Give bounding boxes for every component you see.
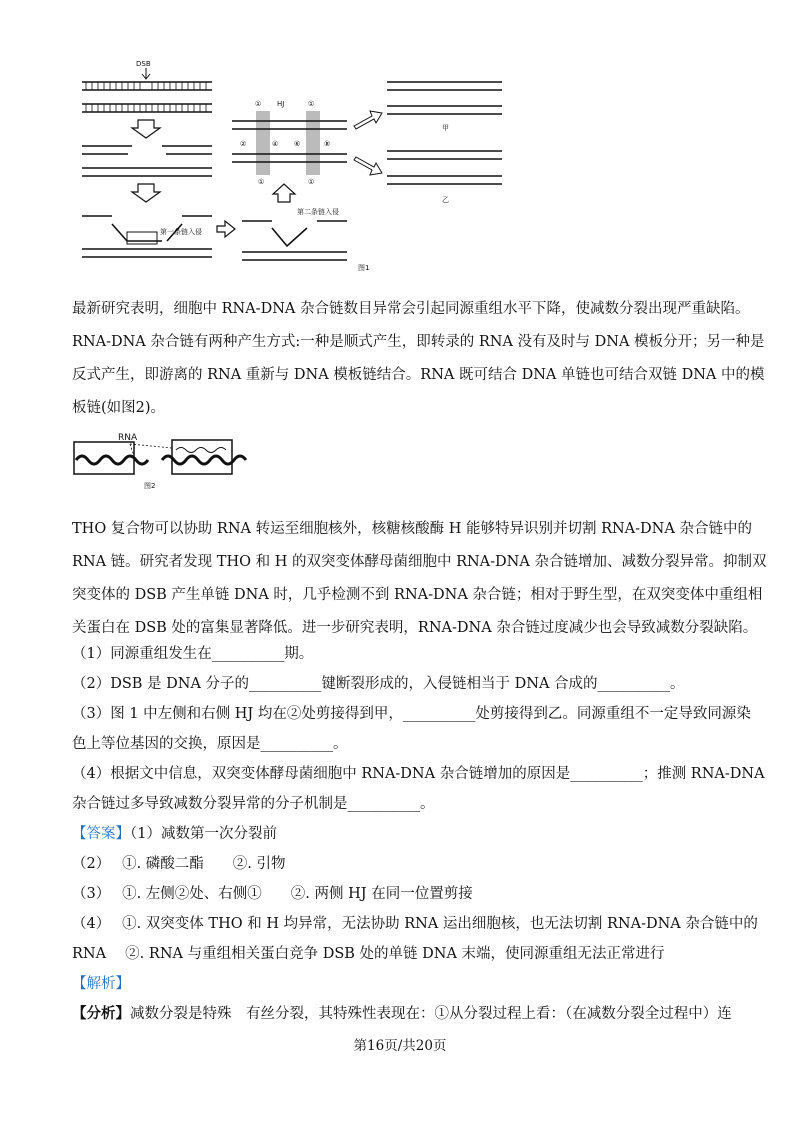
down-arrow-icon [132,120,160,138]
double-strand-box [172,440,232,474]
question-3-line-2: 色上等位基因的交换，原因是__________。 [72,736,348,752]
first-invasion-label: 第一条链入侵 [160,228,202,236]
answer-1-text: （1）减数第一次分裂前 [130,826,277,842]
dna-duplex-left-step2 [82,146,212,176]
circle-6-label: ⑥ [294,140,301,148]
answer-4-line-2: RNA ②. RNA 与重组相关蛋白竞争 DSB 处的单链 DNA 末端，使同源重组无法正常进行 [72,946,665,962]
yi-label: 乙 [442,196,449,204]
rna-label: RNA [118,433,138,443]
circle-1-label-bottom: ① [258,178,265,186]
dna-duplex-left-step1 [82,60,212,112]
down-arrow-icon [132,184,160,202]
answer-3: （3） ①. 左侧②处、右侧① ②. 两侧 HJ 在同一位置剪接 [72,886,473,902]
analysis-first-tag: 【分析】 [72,1005,130,1022]
question-3-line-1: （3）图 1 中左侧和右侧 HJ 均在②处剪接得到甲，__________处剪接得到乙。同源重组不一定导致同源染 [72,706,751,722]
diagonal-arrow-up-icon [354,111,382,129]
hj-label: HJ [277,100,285,108]
dsb-label: DSB [136,60,151,68]
circle-2-label: ② [240,140,247,148]
paragraph-1-line-4: 板链(如图2)。 [72,400,166,416]
result-yi-duplex [387,151,502,184]
analysis-tag [72,974,728,994]
answer-4-line-1: （4） ①. 双突变体 THO 和 H 均异常，无法协助 RNA 运出细胞核，也无法切割 RNA-DNA 杂合链中的 [72,916,758,932]
paragraph-2-line-2: RNA 链。研究者发现 THO 和 H 的双突变体酵母菌细胞中 RNA-DNA 杂合链增加、减数分裂异常。抑制双 [72,554,767,570]
figure-2-rna-binding-diagram [72,430,252,492]
right-arrow-icon [217,221,235,237]
figure-2-caption: 图2 [144,482,156,490]
paragraph-1-line-1: 最新研究表明，细胞中 RNA-DNA 杂合链数目异常会引起同源重组水平下降，使减数分裂出现严重缺陷。 [72,301,750,317]
circle-8-label: ⑧ [324,140,331,148]
circle-1-label: ① [255,100,262,108]
analysis-first-text: 减数分裂是特殊 有丝分裂，其特殊性表现在：①从分裂过程上看：（在减数分裂全过程中）连 [130,1006,732,1022]
circle-1-label-right: ① [308,100,315,108]
paragraph-2-line-3: 突变体的 DSB 产生单链 DNA 时，几乎检测不到 RNA-DNA 杂合链；相对于野生型，在双突变体中重组相 [72,587,763,603]
figure-1-homologous-recombination-diagram [72,56,512,274]
paragraph-1-line-2: RNA-DNA 杂合链有两种产生方式:一种是顺式产生，即转录的 RNA 没有及时与 DNA 模板分开；另一种是 [72,334,765,350]
dna-invasion-right [242,221,347,260]
dna-invasion-left [82,216,212,257]
diagonal-arrow-down-icon [354,157,382,175]
result-jia-duplex [387,82,502,114]
second-invasion-label: 第二条链入侵 [297,208,339,216]
answer-1 [72,824,728,844]
question-1: （1）同源重组发生在__________期。 [72,646,314,662]
analysis-first-line [72,1004,732,1024]
up-arrow-icon [273,184,295,202]
question-4-line-2: 杂合链过多导致减数分裂异常的分子机制是__________。 [72,796,435,812]
question-2: （2）DSB 是 DNA 分子的__________键断裂形成的，入侵链相当于 DNA 合成的__________。 [72,676,685,692]
page-footer: 第16页/共20页 [353,1038,447,1054]
analysis-label: 【解析】 [72,976,130,992]
question-4-line-1: （4）根据文中信息，双突变体酵母菌细胞中 RNA-DNA 杂合链增加的原因是__________；推测 RNA-DNA [72,766,765,782]
answer-2: （2） ①. 磷酸二酯 ②. 引物 [72,856,286,872]
circle-1-label-bottom-right: ① [308,178,315,186]
paragraph-2-line-4: 关蛋白在 DSB 处的富集显著降低。进一步研究表明，RNA-DNA 杂合链过度减少也会导致减数分裂缺陷。 [72,620,758,636]
figure-1-caption: 图1 [358,264,370,272]
paragraph-1-line-3: 反式产生，即游离的 RNA 重新与 DNA 模板链结合。RNA 既可结合 DNA 单链也可结合双链 DNA 中的模 [72,367,765,383]
answer-tag: 【答案】 [72,826,130,842]
jia-label: 甲 [442,124,449,132]
circle-4-label: ④ [272,140,279,148]
paragraph-2-line-1: THO 复合物可以协助 RNA 转运至细胞核外，核糖核酸酶 H 能够特异识别并切割 RNA-DNA 杂合链中的 [72,521,752,537]
